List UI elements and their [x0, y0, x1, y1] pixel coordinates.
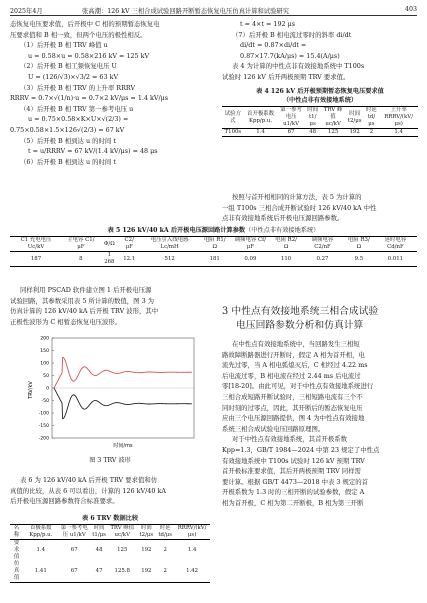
- text-line: 压要求值和 B 相一致，但两个电压的极性相反。: [10, 30, 147, 39]
- table-cell: 110: [280, 255, 292, 262]
- header-rule: [10, 15, 417, 16]
- series-c-line: [54, 357, 192, 388]
- table-header: 调频电容 C2/nF: [311, 237, 334, 250]
- table-cell: 1.42: [186, 568, 199, 574]
- text-line: 后开极电压源回路参数符合标准要求。: [10, 497, 119, 506]
- table-cell: 1.4: [36, 547, 46, 553]
- table6-block: [10, 513, 210, 583]
- table-header: 电阻 R3/Ω: [348, 237, 370, 250]
- y-axis-label: TRV/kV: [28, 381, 34, 399]
- formula-line: u = 0.75×0.58×K×U×√(2/3) =: [28, 115, 129, 124]
- y-tick-label: 0: [46, 386, 49, 392]
- table-cell: 0.27: [316, 255, 329, 262]
- y-tick-label: -50: [41, 399, 49, 405]
- formula-line: u = 0.58×u = 0.58×216 kV = 125 kV: [28, 51, 150, 60]
- table6-caption: 表 6 TRV 数据比较: [81, 515, 139, 522]
- figure3: [10, 332, 210, 450]
- table4-block: [222, 86, 418, 137]
- table-cell: 47: [95, 568, 103, 574]
- figure3-caption: 图 3 TRV 波形: [89, 457, 131, 464]
- text-line: 同时刻的过零点，因此，其开断后的暂态恢复电压: [222, 403, 363, 412]
- table-header: 时延 td/μs: [158, 525, 173, 538]
- left-bottom-text: [10, 475, 210, 507]
- table-cell: 要求值: [13, 540, 20, 560]
- table-cell: 181: [209, 255, 220, 262]
- text-line: 开极系数为 1.3 时的三相开断的试验参数，假定 A: [222, 488, 365, 497]
- text-line: （3）后开极 B 相 TRV 的上升率 RRRV: [20, 83, 136, 92]
- table-cell: 1 268: [104, 252, 115, 265]
- text-line: 要计算。根据 GB/T 4473—2018 中表 3 规定的首: [222, 477, 369, 486]
- table-header-row: [10, 237, 417, 252]
- table-header: 时间 t2/μs: [139, 525, 154, 538]
- text-line: （2）后开极 B 相工频恢复电压 U: [20, 62, 117, 71]
- table-cell: 125: [117, 547, 128, 553]
- y-tick-label: 200: [40, 336, 49, 342]
- text-line: 系统三相合成试验电压回路原理图。: [222, 424, 325, 433]
- table-header: 电阻 R2/Ω: [275, 237, 297, 250]
- table-cell: 67: [70, 547, 78, 553]
- header-date: 2025年4月: [10, 8, 43, 15]
- table-header: Φ/Ω: [103, 240, 115, 247]
- table-row: [10, 252, 417, 267]
- y-tick-label: 150: [40, 349, 49, 355]
- text-line: 一组 T100s 三相合成开断试验时 126 kV/40 kA 中性: [222, 203, 377, 212]
- table-header: 上升率 RRRV/(kV/μs): [384, 107, 414, 127]
- text-line: 零[18-20]。由此可见，对于中性点有效接地系统进行: [222, 382, 374, 391]
- table-header: 名称: [13, 525, 20, 538]
- text-line: 后电流过零，B 相电流在经过 2.44 ms 后电流过: [222, 371, 361, 380]
- table-cell: 8: [79, 255, 83, 262]
- text-line: 表 6 为 126 kV/40 kA 后开极 TRV 要求值和仿: [20, 476, 158, 484]
- text-line: （7）后开极 B 相电流过零时的斜率 di/dt: [232, 30, 352, 39]
- table-cell: 48: [95, 547, 103, 553]
- text-line: Kpp=1.3，GB/T 1984—2024 中第 23 规定了中性点: [222, 445, 380, 454]
- formula-line: RRRV = 0.7×√(1/n)·u = 0.7×2 kV/μs = 1.4 kV/μs: [10, 94, 169, 103]
- table-cell: 2: [163, 547, 167, 553]
- table4: [222, 106, 418, 137]
- text-line: 在中性点有效接地系统中，当回路发生三相短: [232, 340, 360, 348]
- table-cell: 仿真值: [13, 561, 20, 581]
- text-line: 有效接地系统中 T100s 试验时 126 kV 预期 TRV: [222, 456, 365, 465]
- formula-line: 0.75×0.58×1.5×126√(2/3) = 67 kV: [10, 125, 125, 134]
- table-header-row: [10, 525, 210, 540]
- table-cell: 0.011: [387, 255, 404, 262]
- formula-line: t = u/RRRV = 67 kV/(1.4 kV/μs) = 48 μs: [28, 147, 158, 156]
- table-row: [10, 561, 210, 583]
- table-cell: 125.8: [114, 568, 130, 574]
- table-header: C1 充电电压 Uc/kV: [20, 237, 52, 250]
- table-header: 延时电容 Cd/nF: [384, 237, 407, 250]
- table-header: 第一参考电压 u1/kV: [280, 107, 302, 127]
- table-cell: 192: [141, 568, 152, 574]
- y-tick-label: 100: [40, 361, 49, 367]
- text-line: 首开极标准要求值，其后开两极预期 TRV 同样需: [222, 467, 361, 476]
- table5: [10, 236, 417, 267]
- table-header: 首开极系数 Kpp/p.u.: [247, 110, 275, 124]
- section3-heading-line1: 3 中性点有效接地系统三相合成试验: [222, 306, 379, 317]
- header-title: 张高潮：126 kV 三相合成试验回路开断暂态恢复电压仿真计算和试验研究: [82, 8, 289, 15]
- table-cell: T100s: [224, 129, 242, 135]
- formula-line: 0.87×17.7(kA/μs) = 15.4(A/μs): [240, 51, 340, 60]
- table-header: 主电容 C1/μF: [67, 237, 95, 250]
- text-line: 真值的比较，从表 6 可以看出，计算的 126 kV/40 kA: [10, 486, 166, 495]
- y-tick-label: -200: [38, 436, 49, 442]
- table-header: 第一参考电压 u1/kV: [60, 525, 88, 538]
- y-tick-label: -100: [38, 411, 49, 417]
- formula-line: di/dt = 0.87×di/dt =: [240, 41, 307, 50]
- table-cell: 1.4: [394, 129, 403, 135]
- text-line: （6）后开极 B 相到达 u 的时间 t: [20, 157, 116, 166]
- y-tick-label: 50: [43, 374, 49, 380]
- table-header: 时间 t1/μs: [307, 107, 319, 127]
- table6: [10, 524, 210, 583]
- table-cell: 512: [164, 255, 175, 262]
- table-cell: 2: [369, 129, 374, 135]
- y-tick-label: -150: [38, 424, 49, 430]
- table-header: 首极系数 Kpp/p.u.: [29, 525, 53, 538]
- section3-paragraph2: [222, 434, 418, 508]
- text-line: 试验回路，其参数采用表 5 所计算的数值，图 3 为: [10, 296, 155, 305]
- table-header: TRV 峰值 uc/kV: [110, 525, 135, 538]
- table-header-row: [222, 107, 418, 129]
- table-cell: 192: [141, 547, 152, 553]
- table-cell: 187: [30, 255, 42, 262]
- text-line: 试验时 126 kV 后开两极预期 TRV 要求值。: [222, 72, 350, 81]
- left-mid-text: [10, 285, 210, 327]
- table-cell: 1.4: [187, 547, 197, 553]
- table-cell: 125: [327, 129, 339, 135]
- table-cell: 48: [309, 129, 317, 135]
- table-cell: 1.4: [256, 129, 265, 135]
- table-header: 电压引入线电感 Lc/mH: [150, 237, 189, 250]
- text-line: 表 4 为计算的中性点非有效接地系统中 T100s: [232, 62, 365, 71]
- table-cell: 67: [70, 568, 78, 574]
- table-header: 电阻 R1/Ω: [203, 237, 226, 250]
- section3-paragraph1: [222, 339, 418, 434]
- section3-heading: [222, 305, 418, 333]
- table-header: TRV 峰值 uc/kV: [323, 107, 343, 127]
- text-line: （1）后开极 B 相 TRV 峰值 u: [20, 41, 108, 50]
- text-line: （4）后开极 B 相 TRV 第一参考电压 u: [20, 104, 134, 113]
- text-line: 应由三个电压源回路提供，图 4 为中性点有效接地: [222, 414, 365, 423]
- table-header: 调频电容 Cf/μF: [234, 237, 266, 250]
- text-line: 点非有效接地系统后开极电压源回路参数。: [222, 214, 344, 223]
- left-top-text: [10, 19, 210, 167]
- formula-line: U = (126/√3)×√3/2 = 63 kV: [28, 72, 119, 81]
- table-row: [10, 540, 210, 562]
- section3-heading-line2: 电压回路参数分析和仿真计算: [236, 320, 364, 331]
- table-header: RRRV/(kV/μs): [177, 525, 207, 538]
- right-mid-text: [222, 192, 418, 224]
- table-cell: 9.5: [354, 255, 364, 262]
- text-line: 对于中性点有效接地系统，其首开极系数: [232, 435, 348, 444]
- table-cell: 67: [287, 129, 295, 135]
- table5-caption: [10, 225, 417, 234]
- table5-block: [10, 225, 417, 267]
- right-top-text: [222, 19, 418, 83]
- series-b-line: [54, 388, 192, 419]
- table5-subcaption: （中性点非有效接地系统）: [245, 227, 320, 234]
- table-row: [222, 129, 418, 137]
- x-axis-label: 时间/ms: [113, 443, 133, 449]
- table-cell: 192: [349, 129, 360, 135]
- table4-caption: 表 4 126 kV 后开极预期暂态恢复电压要求值: [256, 88, 384, 95]
- text-line: 态恢复电压要求值，后开极中 C 相的预期暂态恢复电: [10, 20, 160, 28]
- table-cell: 12.1: [123, 255, 136, 262]
- text-line: 相为首开极，C 相为第二开断极，B 相为第三开断: [222, 498, 364, 507]
- text-line: 路故障断路器进行开断时，假定 A 相为首开相，电: [222, 350, 365, 359]
- table4-subcaption: （中性点非有效接地系统）: [282, 97, 358, 104]
- text-line: （5）后开极 B 相到达 u 的时间 t: [20, 136, 116, 145]
- table-header: 时间 t2/μs: [347, 110, 362, 124]
- text-line: 流先过零，当 A 相电弧熄灭后，C 相经过 4.22 ms: [222, 361, 368, 370]
- table-header: C2/μF: [124, 237, 134, 250]
- text-line: 同样利用 PSCAD 软件建立图 1 后开极电压源: [20, 286, 152, 294]
- section3: [222, 305, 418, 509]
- table-cell: 1.41: [34, 568, 47, 574]
- text-line: 三相合成短路开断试验时，三相短路电流有三个不: [222, 392, 363, 401]
- text-line: 按照与首开相相同的计算方法，表 5 为计算的: [232, 193, 362, 201]
- formula-line: t = 4×t = 192 μs: [240, 20, 296, 28]
- trv-chart: [10, 332, 210, 450]
- table-header: 试验方式: [224, 110, 241, 124]
- page-number: 403: [404, 6, 417, 13]
- table-cell: 0.09: [244, 255, 257, 262]
- table5-caption-main: 表 5 126 kV/40 kA 后开极电压源回路计算参数: [107, 227, 246, 234]
- text-line: 仿真计算的 126 kV/40 kA 后开极 TRV 波形，其中: [10, 307, 159, 316]
- table-cell: 2: [163, 568, 167, 574]
- text-line: 正极性波形为 C 相暂态恢复电压波形。: [10, 317, 122, 326]
- table-header: 时延 td/μs: [366, 107, 377, 127]
- table-header: 时间 t1/μs: [92, 525, 106, 538]
